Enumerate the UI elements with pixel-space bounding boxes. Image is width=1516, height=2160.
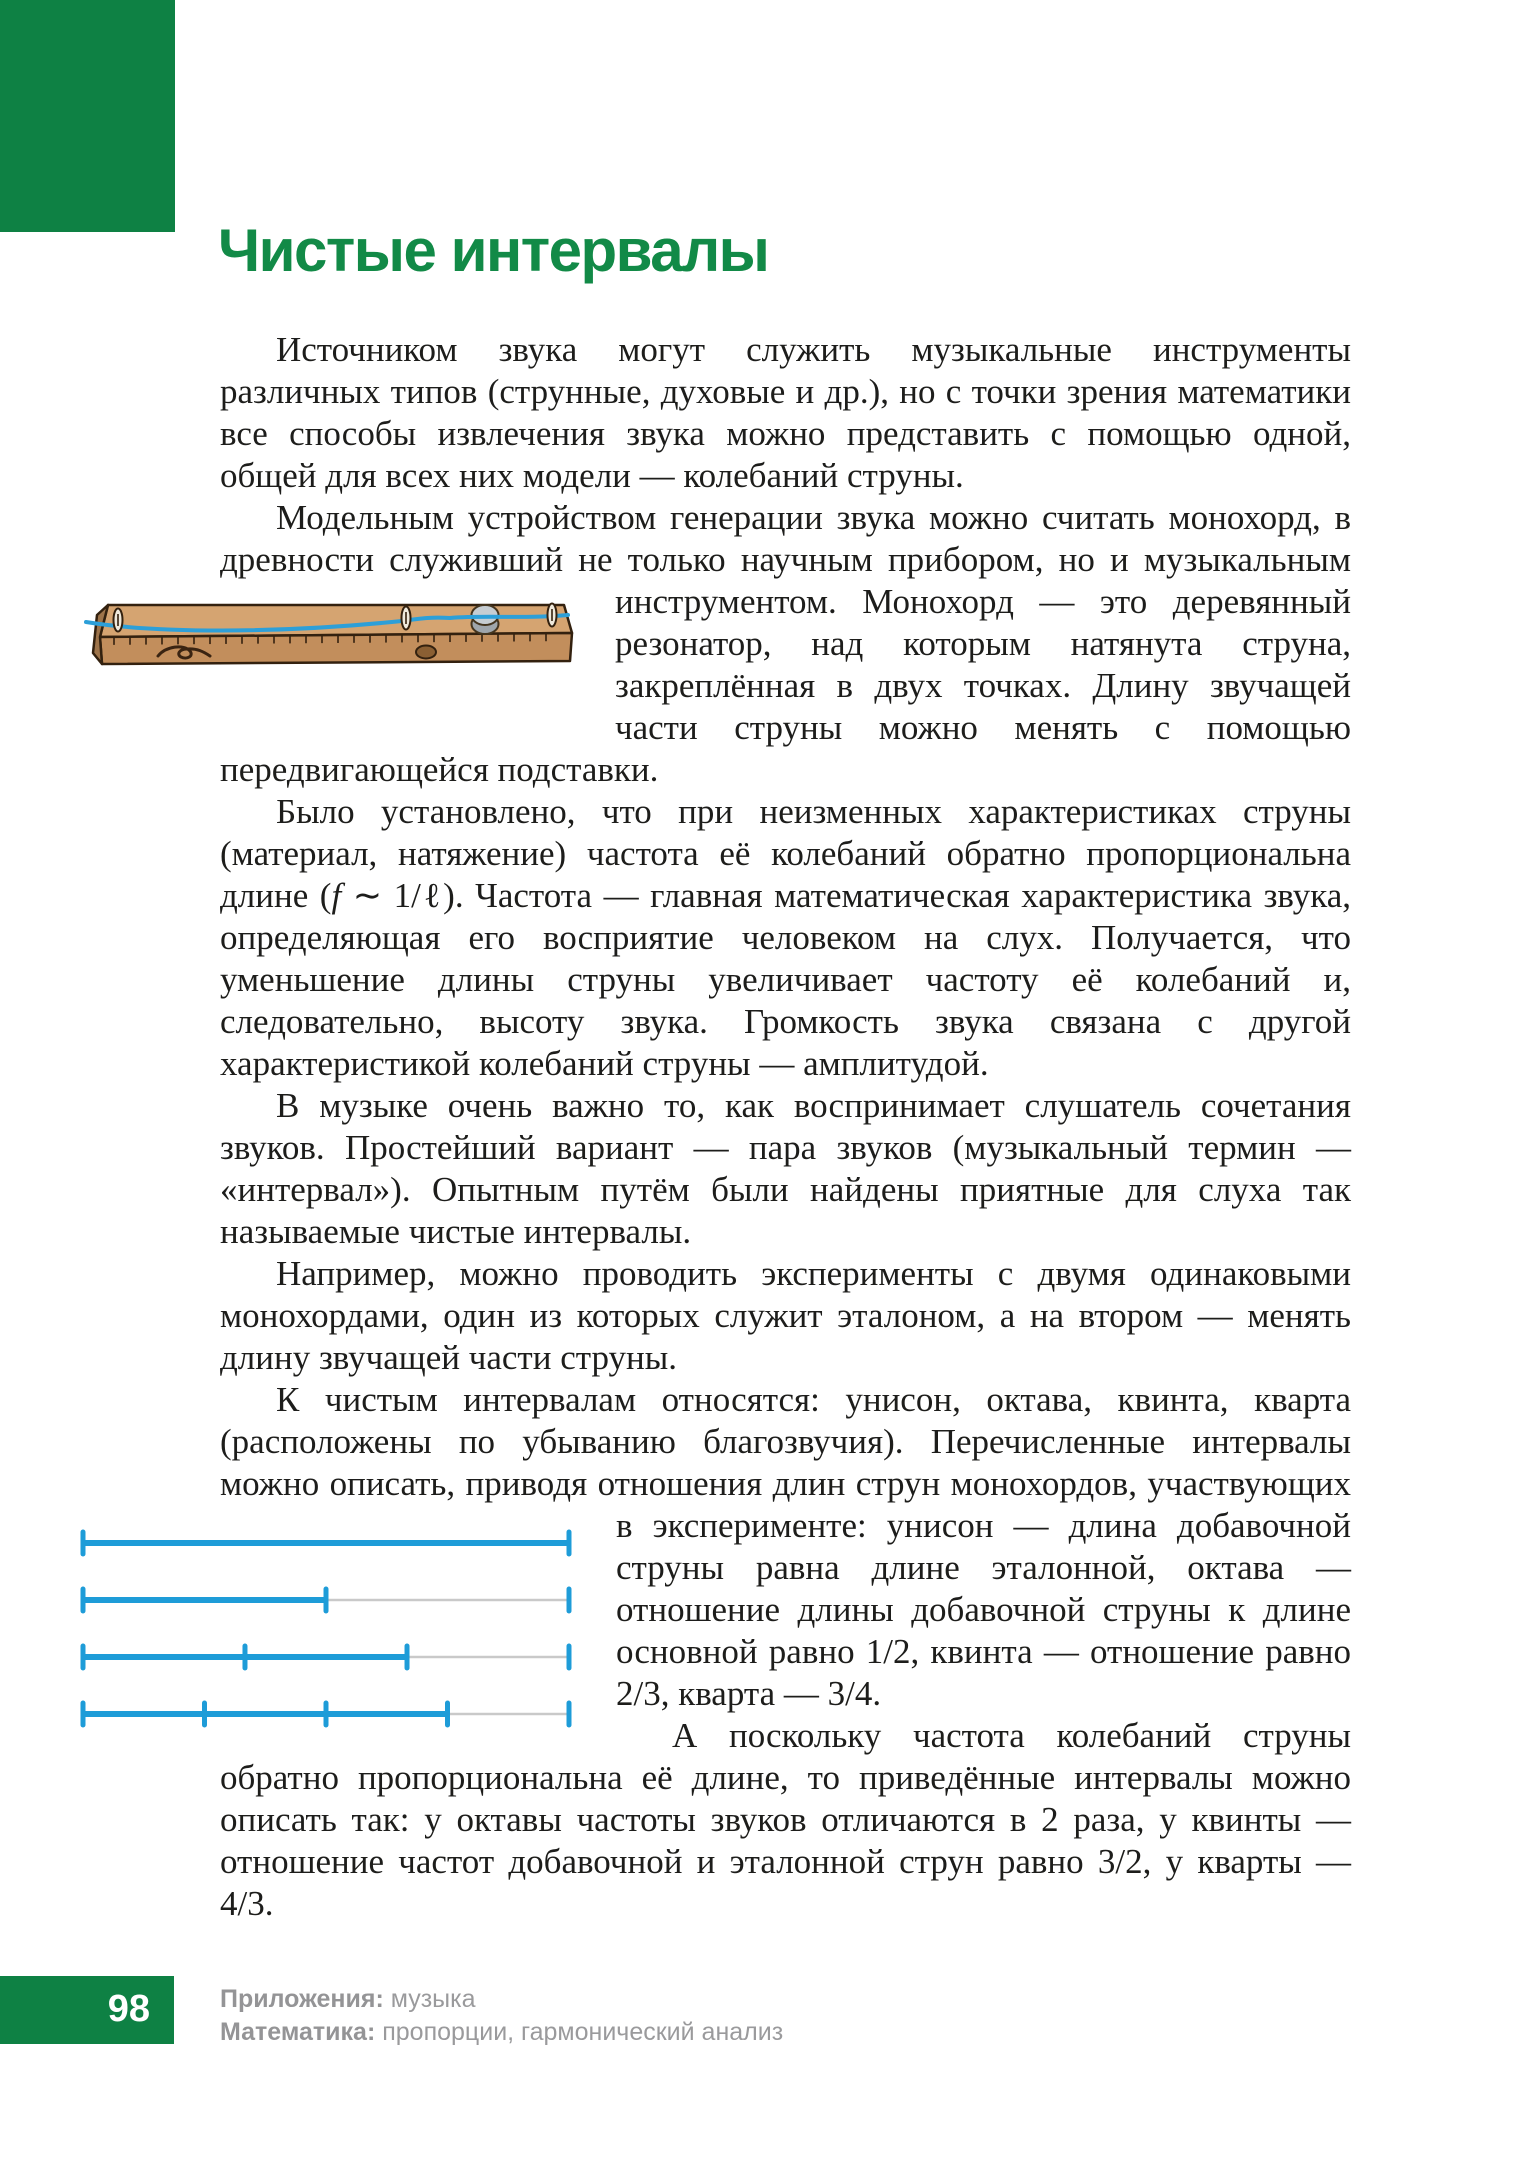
frequency-formula: f ∼ 1/ℓ [331, 876, 444, 915]
paragraph-1: Источником звука могут служить музыкальные инструменты различных типов (струнные, духовые и др.), но с точки зрения математики все способы извлечения звука можно представить с помощью одной, общей для всех них модели — колебаний струны. [220, 330, 1351, 495]
paragraph-3: Было установлено, что при неизменных характеристиках струны (материал, натяжение) частота её колебаний обратно пропорциональна длине (f ∼ 1/ℓ). Частота — главная математическая характеристика звука, определяющая его восприятие человеком на слух. Получается, что уменьшение длины струны увеличивает частоту её колебаний и, следовательно, высоту звука. Громкость звука связана с другой характеристикой колебаний струны — амплитудой. [220, 792, 1351, 1083]
footer-subject-tags [220, 1983, 783, 2049]
paragraph-4: В музыке очень важно то, как воспринимает слушатель сочетания звуков. Простейший вариант — пара звуков (музыкальный термин — «интервал»). Опытным путём были найдены приятные для слуха так называемые чистые интервалы. [220, 1086, 1351, 1251]
interval-diagram-figure [220, 1505, 616, 1745]
side-hole [416, 646, 436, 659]
page-title: Чистые интервалы [218, 217, 769, 285]
body-text [220, 329, 1351, 1925]
interval-ratio-diagram [76, 1529, 576, 1729]
monochord-illustration [94, 603, 578, 667]
chapter-color-block [0, 0, 175, 232]
middle-peg [402, 607, 411, 630]
paragraph-6: К чистым интервалам относятся: унисон, октава, квинта, кварта (расположены по убыванию благозвучия). Перечисленные интервалы можно описать, приводя отношения длин струн монохордов, участвующих в эксперименте: унисон — длина добавочной струны равна длине эталонной, октава — отношение длины добавочной струны к длине основной равно 1/2, квинта — отношение равно 2/3, кварта — 3/4. [220, 1379, 1351, 1715]
paragraph-7: А поскольку частота колебаний струны обратно пропорциональна её длине, то приведённые интервалы можно описать так: у октавы частоты звуков отличаются в 2 раза, у квинты — отношение частот добавочной и эталонной струн равно 3/2, у кварты — 4/3. [220, 1716, 1351, 1923]
page-number-block [0, 1976, 174, 2044]
footer-line-applications: Приложения: музыка [220, 1985, 476, 2013]
right-peg [548, 604, 557, 627]
paragraph-5: Например, можно проводить эксперименты с двумя одинаковыми монохордами, один из которых служит эталоном, а на втором — менять длину звучащей части струны. [220, 1254, 1351, 1377]
movable-bridge-cylinder [472, 605, 499, 634]
page-number: 98 [107, 1988, 150, 2030]
left-peg [114, 609, 123, 632]
monochord-top-face [100, 605, 572, 637]
footer-line-mathematics: Математика: пропорции, гармонический анализ [220, 2018, 784, 2046]
monochord-figure [220, 581, 615, 709]
paragraph-2: Модельным устройством генерации звука можно считать монохорд, в древности служивший не только научным прибором, но и музыкальным инструментом. Монохорд — это деревянный резонатор, над которым натянута струна, закреплённая в двух точках. Длину звучащей части струны можно менять с помощью передвигающейся подставки. [220, 497, 1351, 791]
